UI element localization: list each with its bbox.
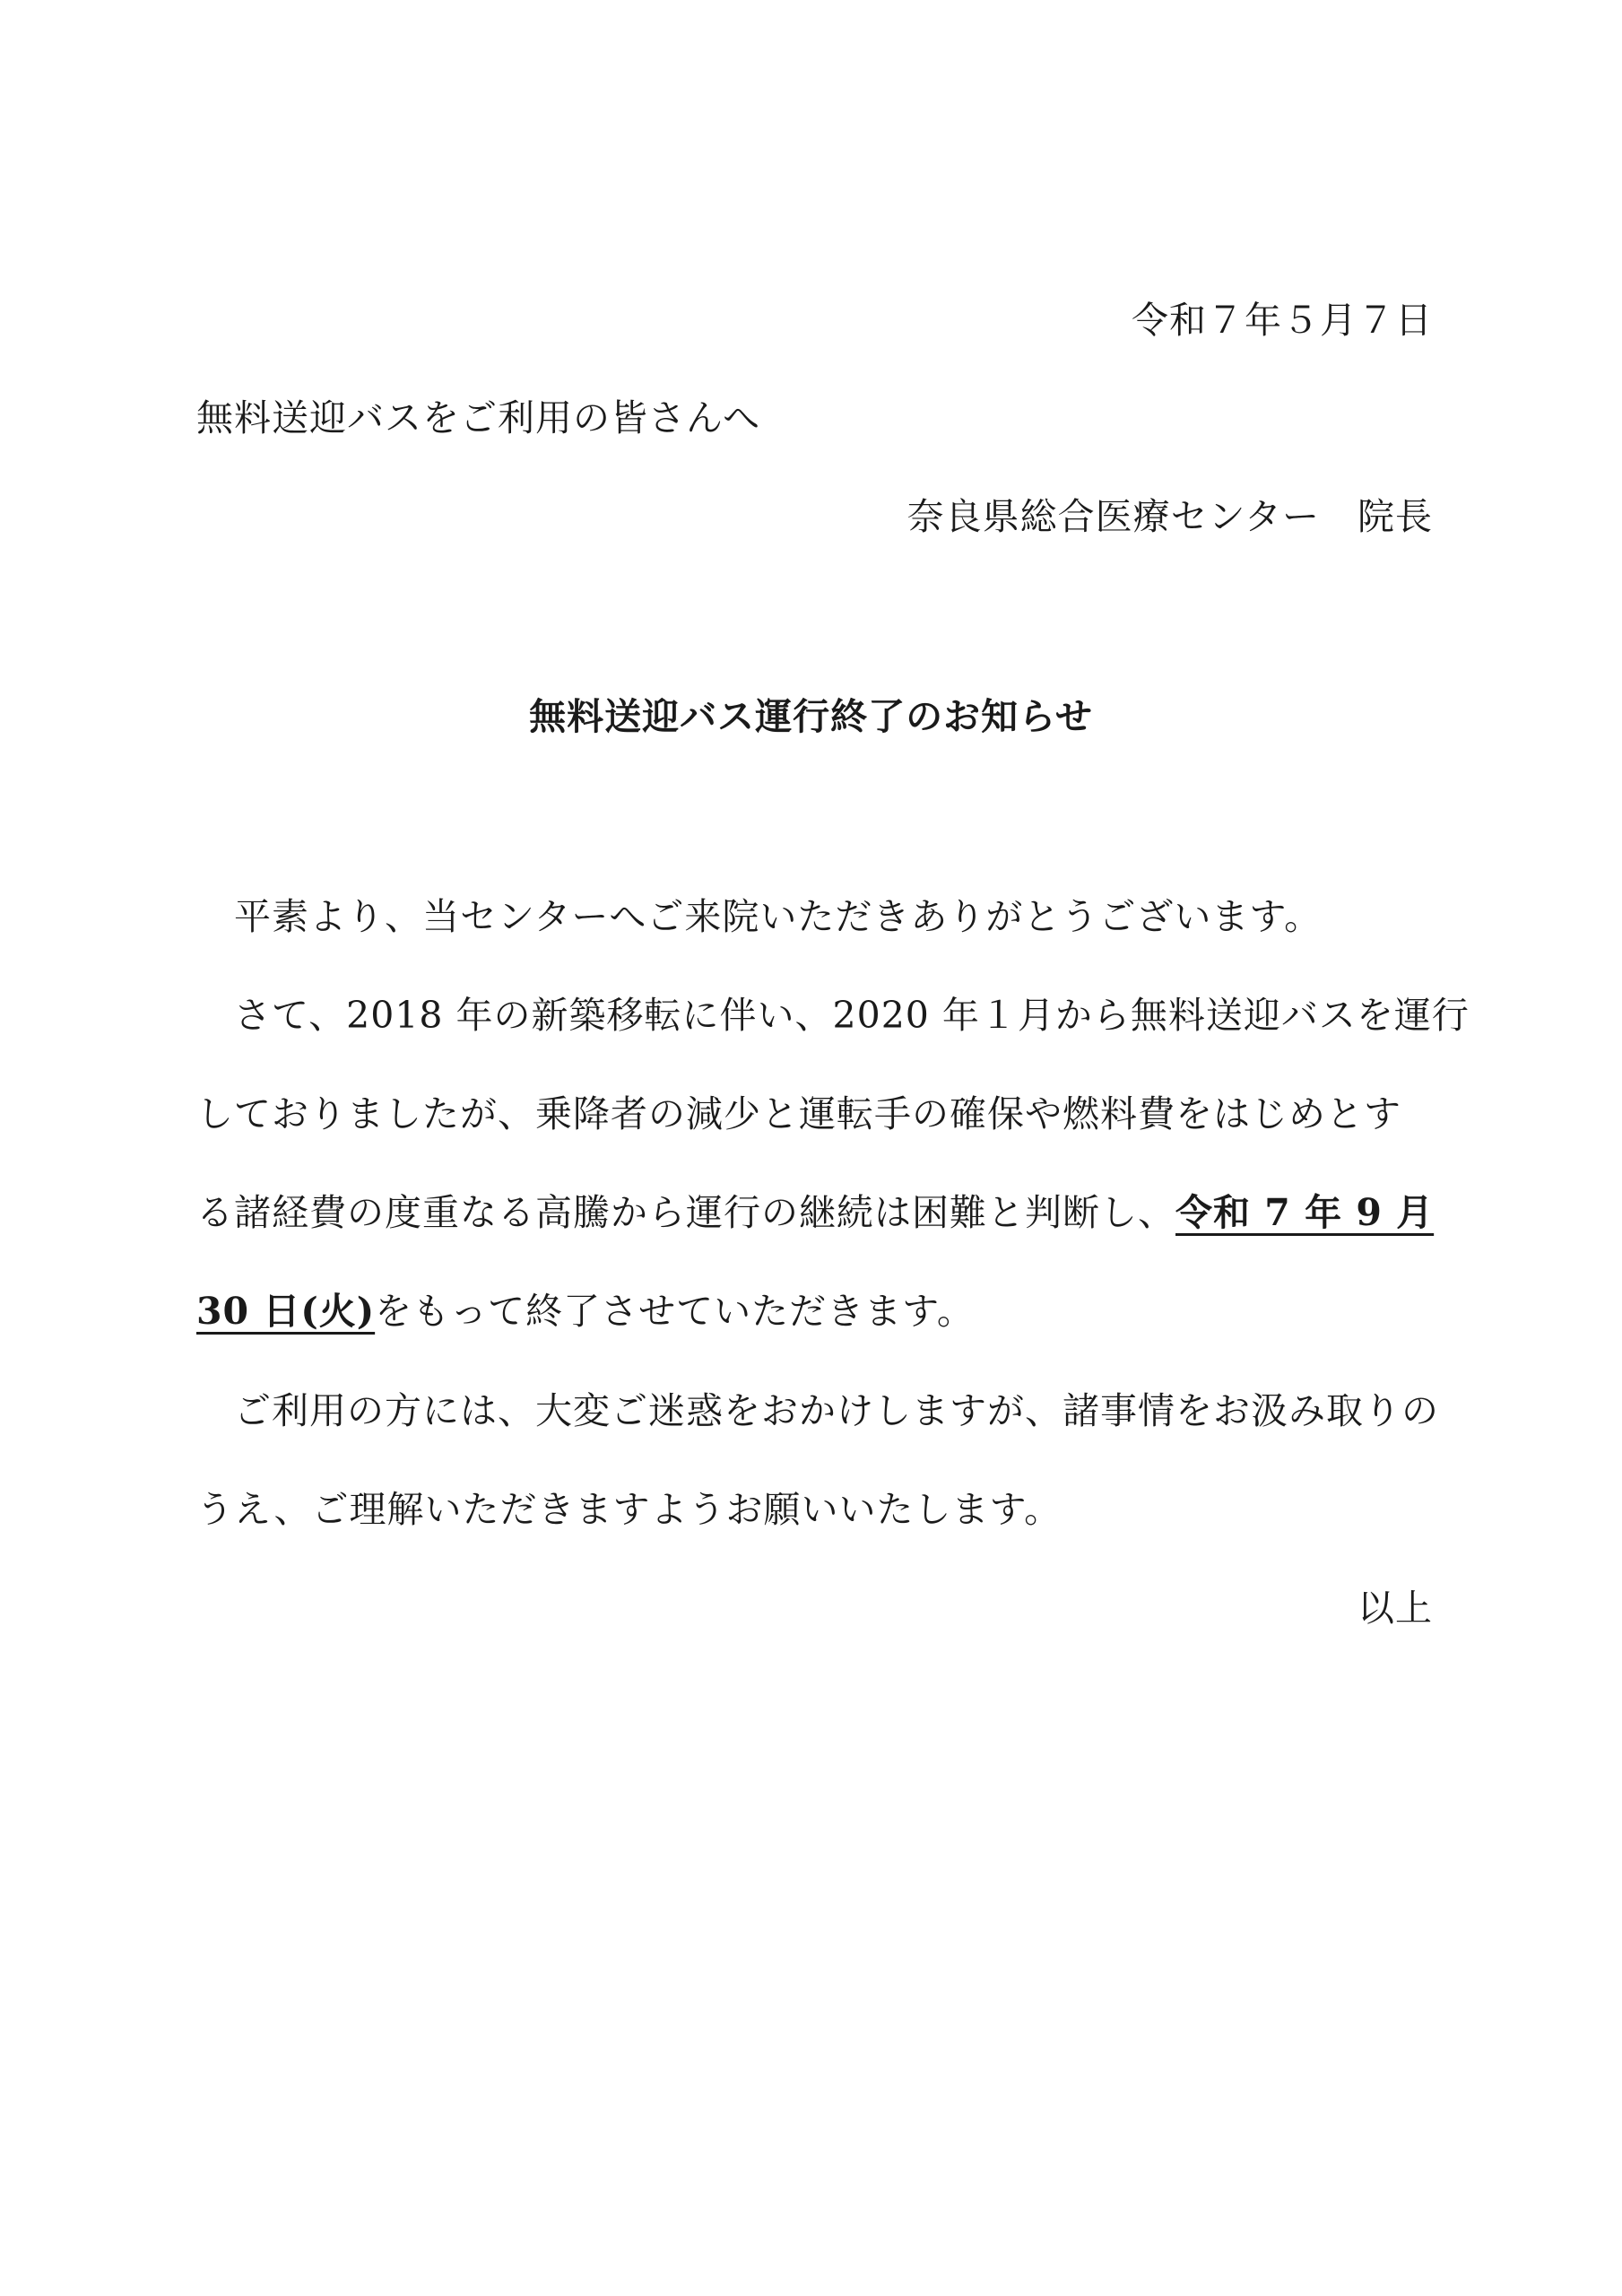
paragraph-2-line-4 xyxy=(196,1290,1433,1333)
paragraph-3-line-2: うえ、ご理解いただきますようお願いいたします。 xyxy=(196,1488,1063,1531)
paragraph-2-line-4-text: をもって終了させていただきます。 xyxy=(375,1290,975,1333)
end-date-emphasis-part-1: 令和 7 年 9 月 xyxy=(1175,1191,1435,1234)
paragraph-2-line-1: さて、2018 年の新築移転に伴い、2020 年１月から無料送迎バスを運行 xyxy=(196,994,1470,1037)
document-date: 令和７年５月７日 xyxy=(1132,299,1433,342)
paragraph-2-line-3 xyxy=(196,1191,1435,1234)
end-date-emphasis-part-2: 30 日(火) xyxy=(196,1290,376,1333)
closing-remark: 以上 xyxy=(1357,1587,1433,1630)
paragraph-3-line-1: ご利用の方には、大変ご迷惑をおかけしますが、諸事情をお汲み取りの xyxy=(196,1389,1439,1432)
document-title: 無料送迎バス運行終了のお知らせ xyxy=(529,695,1093,738)
paragraph-2-line-2: しておりましたが、乗降者の減少と運転手の確保や燃料費をはじめとす xyxy=(196,1092,1401,1135)
sender: 奈良県総合医療センター 院長 xyxy=(906,495,1433,538)
addressee: 無料送迎バスをご利用の皆さんへ xyxy=(196,396,761,439)
paragraph-1: 平素より、当センターへご来院いただきありがとうございます。 xyxy=(196,895,1323,938)
paragraph-2-line-3-text: る諸経費の度重なる高騰から運行の継続は困難と判断し、 xyxy=(196,1191,1175,1234)
